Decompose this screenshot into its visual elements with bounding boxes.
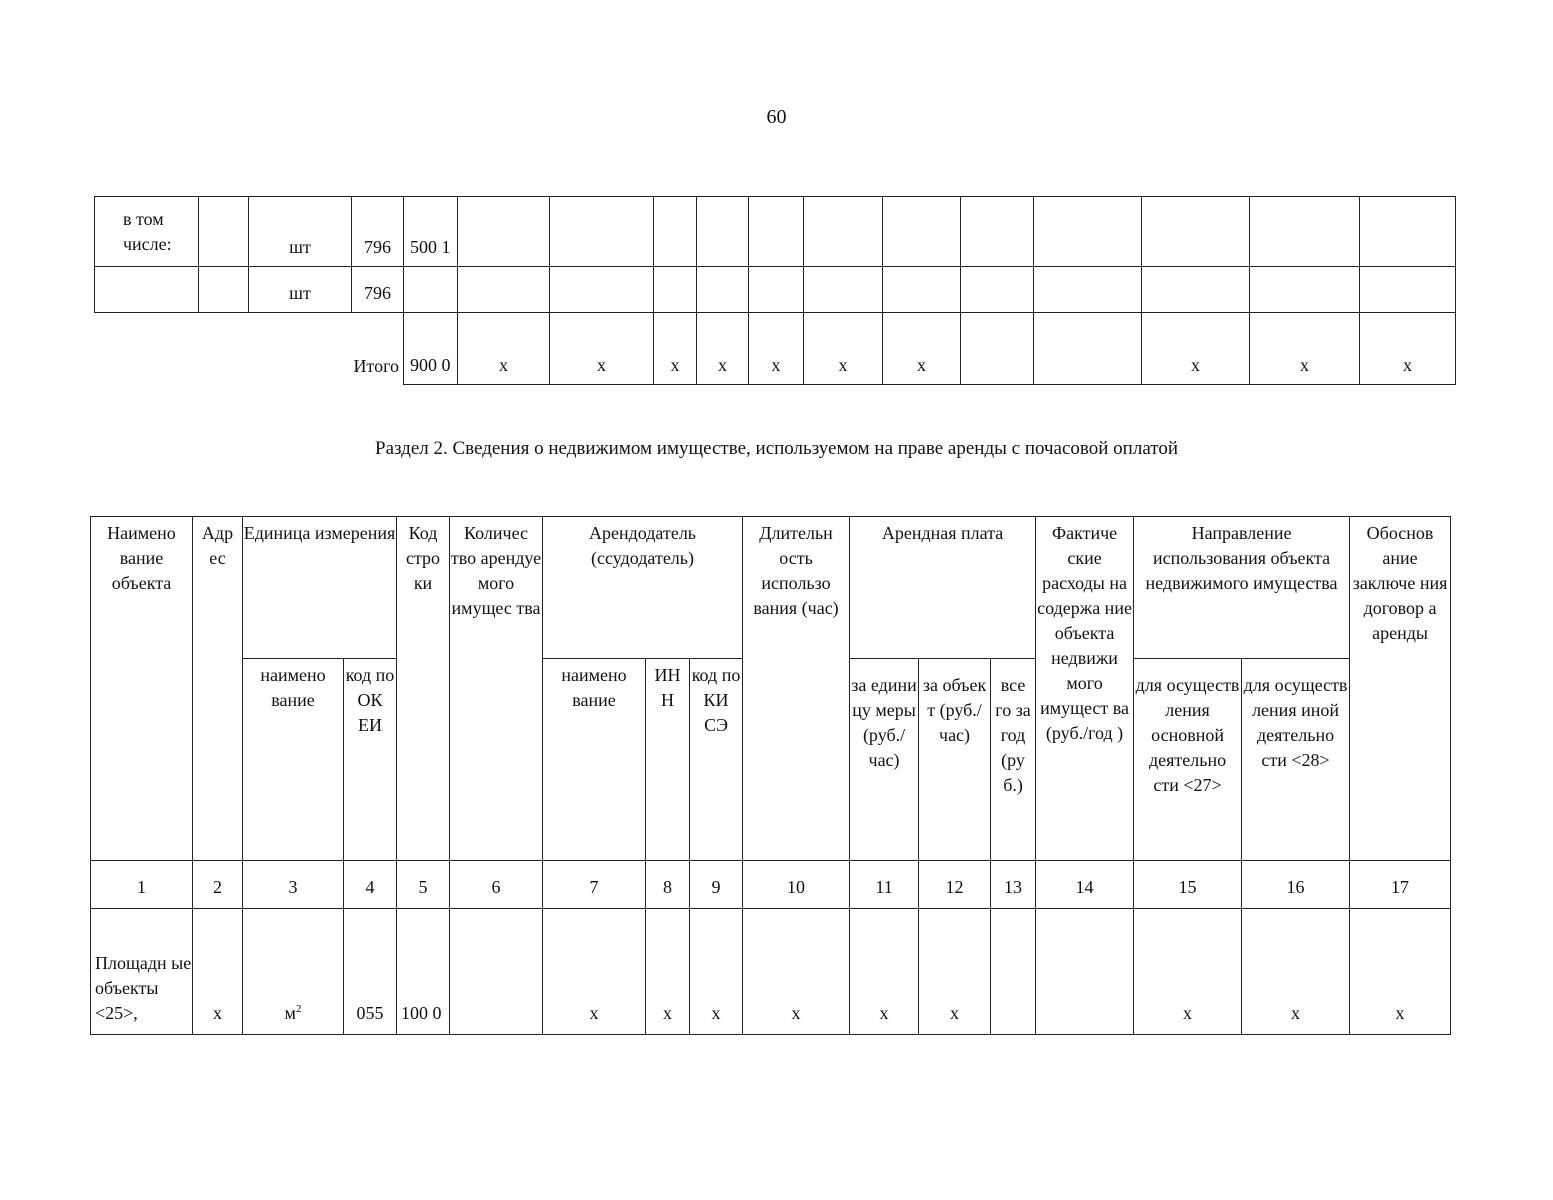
duration-cell: х — [743, 909, 850, 1035]
total-mark: х — [697, 313, 749, 385]
header-unit: Единица измерения — [243, 517, 397, 659]
column-number: 17 — [1350, 861, 1451, 909]
cell — [1250, 267, 1360, 313]
cell — [804, 197, 883, 267]
column-numbers-row — [91, 861, 1451, 909]
cell — [654, 197, 697, 267]
total-mark: х — [1360, 313, 1456, 385]
row-code-cell: 500 1 — [404, 197, 458, 267]
header-lessor-inn: ИН Н — [646, 659, 690, 861]
total-label: Итого — [95, 313, 404, 385]
header-rent: Арендная плата — [850, 517, 1036, 659]
total-mark: х — [1250, 313, 1360, 385]
column-number: 11 — [850, 861, 919, 909]
column-number: 2 — [193, 861, 243, 909]
header-row-code: Код стро ки — [397, 517, 450, 861]
table-row — [95, 197, 1456, 267]
cell — [550, 197, 654, 267]
header-direction: Направление использования объекта недвижимого имущества — [1134, 517, 1350, 659]
cell — [458, 267, 550, 313]
justification-cell: х — [1350, 909, 1451, 1035]
column-number: 14 — [1036, 861, 1134, 909]
cell — [961, 267, 1034, 313]
total-mark: х — [654, 313, 697, 385]
okei-cell: 055 — [344, 909, 397, 1035]
object-name-cell: Площадн ые объекты <25>, — [91, 909, 193, 1035]
column-number: 10 — [743, 861, 850, 909]
column-number: 4 — [344, 861, 397, 909]
header-rent-object: за объек т (руб./ час) — [919, 659, 991, 861]
cell — [749, 267, 804, 313]
header-justification: Обоснов ание заключе ния договор а аренды — [1350, 517, 1451, 861]
header-rent-unit: за едини цу меры (руб./ час) — [850, 659, 919, 861]
unit-superscript: 2 — [295, 1003, 302, 1015]
total-mark: х — [804, 313, 883, 385]
cell — [749, 197, 804, 267]
header-lessor: Арендодатель (ссудодатель) — [543, 517, 743, 659]
header-direction-other: для осуществ ления иной деятельно сти <28> — [1242, 659, 1350, 861]
cell — [199, 267, 249, 313]
header-row — [91, 517, 1451, 659]
cell — [1360, 267, 1456, 313]
header-address: Адр ес — [193, 517, 243, 861]
total-mark: х — [458, 313, 550, 385]
header-direction-main: для осуществ ления основной деятельно сти <27> — [1134, 659, 1242, 861]
header-lessor-kise: код по КИ СЭ — [690, 659, 743, 861]
rent-year-cell — [991, 909, 1036, 1035]
cell — [1034, 267, 1142, 313]
cell — [804, 267, 883, 313]
column-number: 7 — [543, 861, 646, 909]
cell — [1142, 197, 1250, 267]
cell — [654, 267, 697, 313]
cell — [199, 197, 249, 267]
actual-costs-cell — [1036, 909, 1134, 1035]
unit-name-cell — [243, 909, 344, 1035]
unit-cell: шт — [249, 267, 352, 313]
column-number: 13 — [991, 861, 1036, 909]
total-row — [95, 313, 1456, 385]
cell — [1034, 197, 1142, 267]
continuation-table — [94, 196, 1456, 385]
direction-other-cell: х — [1242, 909, 1350, 1035]
cell — [404, 267, 458, 313]
cell — [1360, 197, 1456, 267]
cell — [95, 267, 199, 313]
cell — [550, 267, 654, 313]
header-lessor-name: наимено вание — [543, 659, 646, 861]
column-number: 8 — [646, 861, 690, 909]
lessor-name-cell: х — [543, 909, 646, 1035]
cell — [697, 197, 749, 267]
total-mark — [961, 313, 1034, 385]
total-mark: х — [883, 313, 961, 385]
cell — [458, 197, 550, 267]
header-actual-costs: Фактиче ские расходы на содержа ние объекта недвижи мого имущест ва (руб./год ) — [1036, 517, 1134, 861]
total-mark — [1034, 313, 1142, 385]
rent-object-cell: х — [919, 909, 991, 1035]
quantity-cell — [450, 909, 543, 1035]
total-mark: х — [749, 313, 804, 385]
direction-main-cell: х — [1134, 909, 1242, 1035]
cell — [1250, 197, 1360, 267]
column-number: 12 — [919, 861, 991, 909]
cell — [697, 267, 749, 313]
header-rent-year: все го за год (ру б.) — [991, 659, 1036, 861]
total-mark: х — [550, 313, 654, 385]
column-number: 6 — [450, 861, 543, 909]
section2-table — [90, 516, 1451, 1035]
page-number: 60 — [766, 106, 787, 128]
including-label: в том числе: — [95, 197, 199, 267]
section-title: Раздел 2. Сведения о недвижимом имуществе, используемом на праве аренды с почасовой оплатой — [375, 438, 1178, 459]
cell — [883, 267, 961, 313]
header-unit-okei: код по ОК ЕИ — [344, 659, 397, 861]
okei-cell: 796 — [352, 197, 404, 267]
header-quantity: Количес тво арендуе мого имущес тва — [450, 517, 543, 861]
column-number: 5 — [397, 861, 450, 909]
row-code-cell: 100 0 — [397, 909, 450, 1035]
column-number: 16 — [1242, 861, 1350, 909]
data-row — [91, 909, 1451, 1035]
unit-text: м — [284, 1003, 296, 1023]
address-cell: х — [193, 909, 243, 1035]
table-row — [95, 267, 1456, 313]
column-number: 3 — [243, 861, 344, 909]
header-name: Наимено вание объекта — [91, 517, 193, 861]
total-mark: х — [1142, 313, 1250, 385]
header-unit-name: наимено вание — [243, 659, 344, 861]
inn-cell: х — [646, 909, 690, 1035]
row-code-cell: 900 0 — [404, 313, 458, 385]
column-number: 15 — [1134, 861, 1242, 909]
header-duration: Длительн ость использо вания (час) — [743, 517, 850, 861]
cell — [1142, 267, 1250, 313]
column-number: 9 — [690, 861, 743, 909]
column-number: 1 — [91, 861, 193, 909]
kise-cell: х — [690, 909, 743, 1035]
cell — [883, 197, 961, 267]
rent-unit-cell: х — [850, 909, 919, 1035]
unit-cell: шт — [249, 197, 352, 267]
okei-cell: 796 — [352, 267, 404, 313]
cell — [961, 197, 1034, 267]
